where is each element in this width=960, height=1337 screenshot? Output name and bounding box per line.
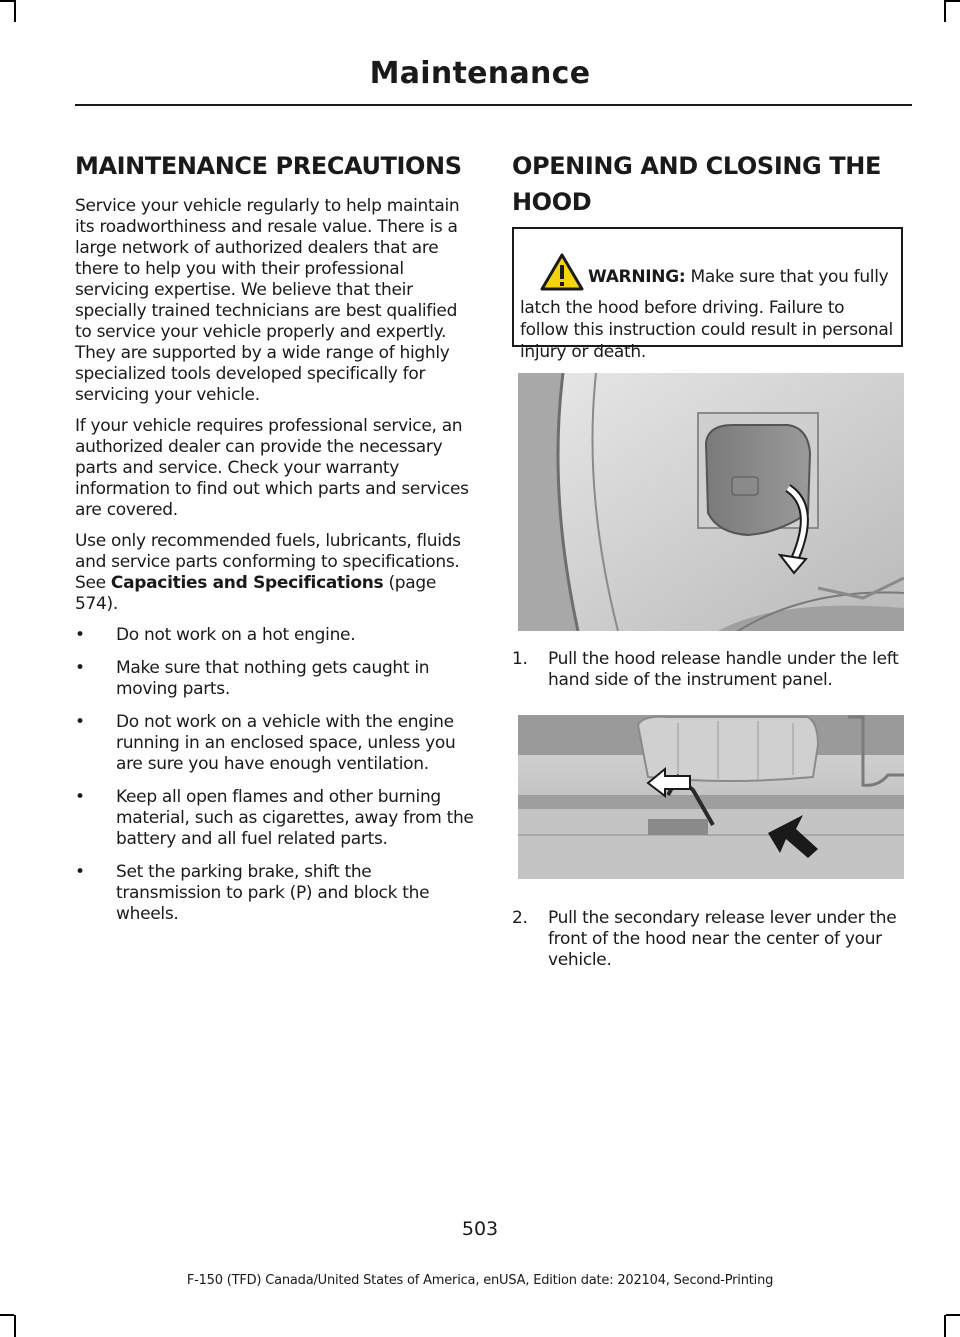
list-item: • Do not work on a hot engine. (75, 625, 356, 645)
right-column (512, 148, 912, 970)
list-item: 1. Pull the hood release handle under the left hand side of the instrument panel. (512, 649, 899, 690)
paragraph-professional-service: If your vehicle requires professional service, an authorized dealer can provide the necessary parts and service. Check your warranty information to find out which parts and services are covered. (75, 416, 469, 520)
warning-box (512, 227, 903, 362)
step-list-2 (512, 908, 912, 971)
section-heading-opening-hood: OPENING AND CLOSING THE HOOD (512, 152, 881, 216)
crop-mark (14, 1315, 16, 1337)
warning-triangle-icon (540, 253, 584, 297)
bullet: • (75, 862, 85, 882)
step-list-1 (512, 649, 912, 691)
page-number: 503 (461, 1218, 499, 1240)
hood-release-handle-illustration (518, 373, 904, 631)
list-item: • Do not work on a vehicle with the engine running in an enclosed space, unless you are sure you have enough ventilation. (75, 712, 456, 774)
section-heading-maintenance-precautions: MAINTENANCE PRECAUTIONS (75, 152, 462, 180)
crop-mark (944, 1315, 946, 1337)
list-item: • Keep all open flames and other burning material, such as cigarettes, away from the battery and all fuel related parts. (75, 787, 474, 849)
page-reference: (page 574). (75, 573, 437, 614)
crop-mark (944, 0, 946, 22)
precautions-list (75, 625, 475, 925)
crop-mark (946, 0, 960, 2)
warning-message: Make sure that you fully latch the hood before driving. Failure to follow this instruction could result in personal injury or death. (520, 267, 893, 362)
paragraph-service-regularly: Service your vehicle regularly to help maintain its roadworthiness and resale value. There is a large network of authorized dealers that are there to help you with their professional servicing expertise. We believe that their specially trained technicians are best qualified to service your vehicle properly and expertly. They are supported by a wide range of highly specialized tools developed specifically for servicing your vehicle. (75, 196, 460, 405)
fluids-text: Use only recommended fuels, lubricants, fluids and service parts conforming to specifications. See (75, 531, 461, 593)
bullet: • (75, 712, 85, 732)
bullet: • (75, 625, 85, 645)
list-item: 2. Pull the secondary release lever under the front of the hood near the center of your vehicle. (512, 908, 897, 970)
warning-text (520, 253, 895, 363)
warning-label: WARNING: (588, 267, 686, 287)
list-item: • Make sure that nothing gets caught in moving parts. (75, 658, 430, 699)
edition-footer: F-150 (TFD) Canada/United States of America, enUSA, Edition date: 202104, Second-Printing (186, 1273, 774, 1288)
left-column (75, 148, 475, 937)
bullet: • (75, 658, 85, 678)
crop-mark (946, 1314, 960, 1316)
cross-reference-link[interactable]: Capacities and Specifications (110, 573, 384, 593)
paragraph-recommended-fluids (75, 531, 475, 615)
crop-mark (0, 0, 14, 2)
crop-mark (14, 0, 16, 22)
bullet: • (75, 787, 85, 807)
header-rule (75, 104, 912, 106)
crop-mark (0, 1314, 14, 1316)
page-header-title: Maintenance (369, 56, 591, 91)
secondary-release-lever-illustration (518, 715, 904, 879)
list-item: • Set the parking brake, shift the transmission to park (P) and block the wheels. (75, 862, 430, 924)
